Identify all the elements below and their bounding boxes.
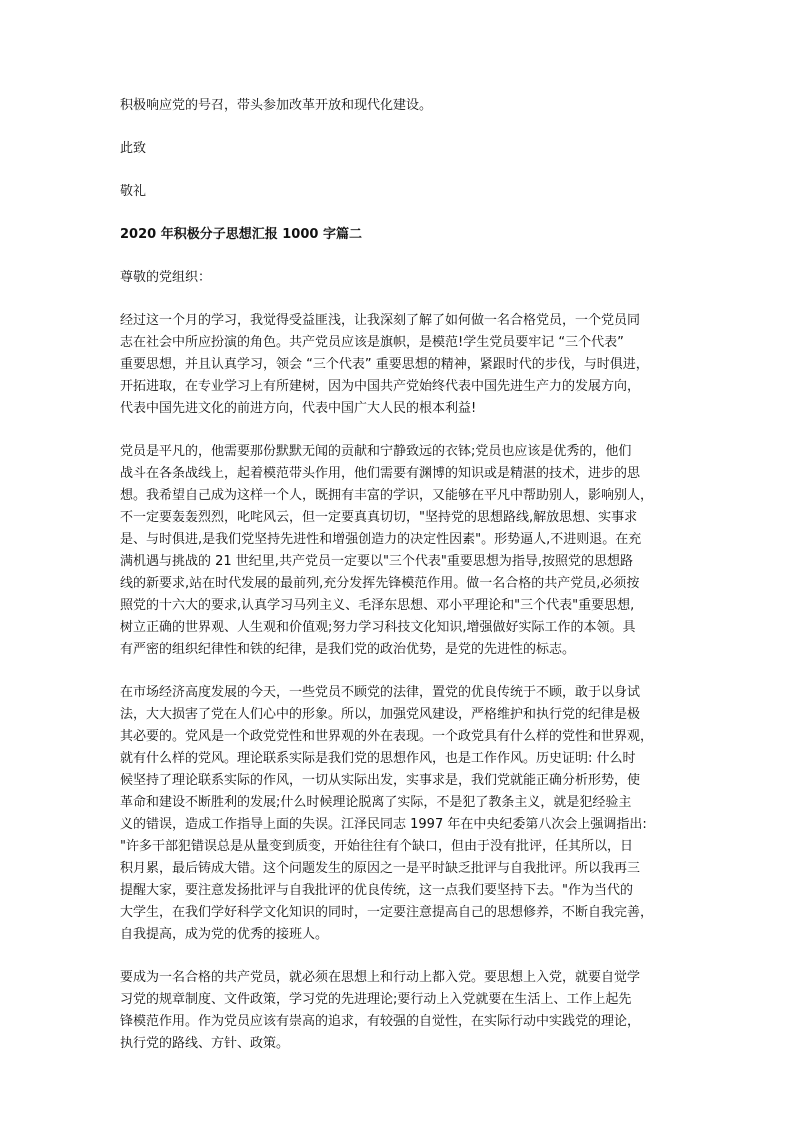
paragraph-line: 提醒大家，要注意发扬批评与自我批评的优良传统，这一点我们要坚持下去。"作为当代的: [120, 883, 633, 898]
paragraph-line: 自我提高，成为党的优秀的接班人。: [120, 927, 329, 942]
paragraph-line: 革命和建设不断胜利的发展;什么时候理论脱离了实际，不是犯了教条主义，就是犯经验主: [120, 795, 632, 810]
paragraph-line: 经过这一个月的学习，我觉得受益匪浅，让我深刻了解了如何做一名合格党员，一个党员同: [120, 313, 641, 328]
salutation: 尊敬的党组织：: [120, 270, 212, 285]
closing-ci-zhi: 此致: [120, 141, 147, 156]
opening-line: 积极响应党的号召，带头参加改革开放和现代化建设。: [120, 98, 433, 113]
paragraph-line: 线的新要求,站在时代发展的最前列,充分发挥先锋模范作用。做一名合格的共产党员,必须按: [120, 576, 640, 591]
paragraph-line: 树立正确的世界观、人生观和价值观;努力学习科技文化知识,增强做好实际工作的本领。具: [120, 620, 636, 635]
paragraph-line: 要成为一名合格的共产党员，就必须在思想上和行动上都入党。要思想上入党，就要自觉学: [120, 970, 641, 985]
paragraph-line: 开拓进取，在专业学习上有所建树，因为中国共产党始终代表中国先进生产力的发展方向，: [120, 379, 641, 394]
paragraph-line: 执行党的路线、方针、政策。: [120, 1036, 290, 1051]
paragraph-1: [120, 310, 676, 420]
section-title: 2020 年积极分子思想汇报 1000 字篇二: [120, 227, 362, 242]
paragraph-line: 就有什么样的党风。理论联系实际是我们党的思想作风，也是工作作风。历史证明: 什么时: [120, 751, 636, 766]
paragraph-line: 大学生，在我们学好科学文化知识的同时，一定要注意提高自己的思想修养，不断自我完善，: [120, 905, 654, 920]
paragraph-line: 习党的规章制度、文件政策，学习党的先进理论;要行动上入党就要在生活上、工作上起先: [120, 992, 632, 1007]
paragraph-4: [120, 967, 676, 1055]
paragraph-line: 重要思想，并且认真学习，领会 “三个代表” 重要思想的精神，紧跟时代的步伐，与时俱进，: [120, 357, 649, 372]
paragraph-line: 志在社会中所应扮演的角色。共产党员应该是旗帜，是模范!学生党员要牢记 “三个代表”: [120, 335, 624, 350]
paragraph-line: 义的错误，造成工作指导上面的失误。江泽民同志 1997 年在中央纪委第八次会上强调指出:: [120, 817, 647, 832]
paragraph-line: 锋模范作用。作为党员应该有崇高的追求，有较强的自觉性，在实际行动中实践党的理论，: [120, 1014, 641, 1029]
paragraph-line: 党员是平凡的，他需要那份默默无闻的贡献和宁静致远的衣钵;党员也应该是优秀的，他们: [120, 444, 632, 459]
paragraph-line: 是、与时俱进,是我们党坚持先进性和增强创造力的决定性因素"。形势逼人,不进则退。在充: [120, 532, 642, 547]
paragraph-line: 法，大大损害了党在人们心中的形象。所以，加强党风建设，严格维护和执行党的纪律是极: [120, 707, 641, 722]
paragraph-line: 照党的十六大的要求,认真学习马列主义、毛泽东思想、邓小平理论和"三个代表"重要思想,: [120, 598, 635, 613]
paragraph-line: 候坚持了理论联系实际的作风，一切从实际出发，实事求是，我们党就能正确分析形势，使: [120, 773, 641, 788]
document-body: [120, 95, 676, 1055]
paragraph-line: 战斗在各条战线上，起着模范带头作用，他们需要有渊博的知识或是精湛的技术，进步的思: [120, 466, 641, 481]
paragraph-line: 积月累，最后铸成大错。这个问题发生的原因之一是平时缺乏批评与自我批评。所以我再三: [120, 861, 641, 876]
paragraph-line: 其必要的。党风是一个政党党性和世界观的外在表现。一个政党具有什么样的党性和世界观，: [120, 729, 654, 744]
paragraph-line: 不一定要轰轰烈烈，叱咤风云，但一定要真真切切，"坚持党的思想路线,解放思想、实事求: [120, 510, 638, 525]
paragraph-line: 满机遇与挑战的 21 世纪里,共产党员一定要以"三个代表"重要思想为指导,按照党的思想路: [120, 554, 634, 569]
paragraph-3: [120, 682, 676, 946]
paragraph-line: "许多干部犯错误总是从量变到质变，开始往往有个缺口，但由于没有批评，任其所以，日: [120, 839, 633, 854]
paragraph-line: 有严密的组织纪律性和铁的纪律，是我们党的政治优势，是党的先进性的标志。: [120, 642, 576, 657]
paragraph-line: 代表中国先进文化的前进方向，代表中国广大人民的根本利益!: [120, 401, 477, 416]
paragraph-2: [120, 441, 676, 661]
paragraph-line: 想。我希望自己成为这样一个人，既拥有丰富的学识，又能够在平凡中帮助别人，影响别人，: [120, 488, 654, 503]
paragraph-line: 在市场经济高度发展的今天，一些党员不顾党的法律，置党的优良传统于不顾，敢于以身试: [120, 685, 641, 700]
closing-jing-li: 敬礼: [120, 184, 147, 199]
